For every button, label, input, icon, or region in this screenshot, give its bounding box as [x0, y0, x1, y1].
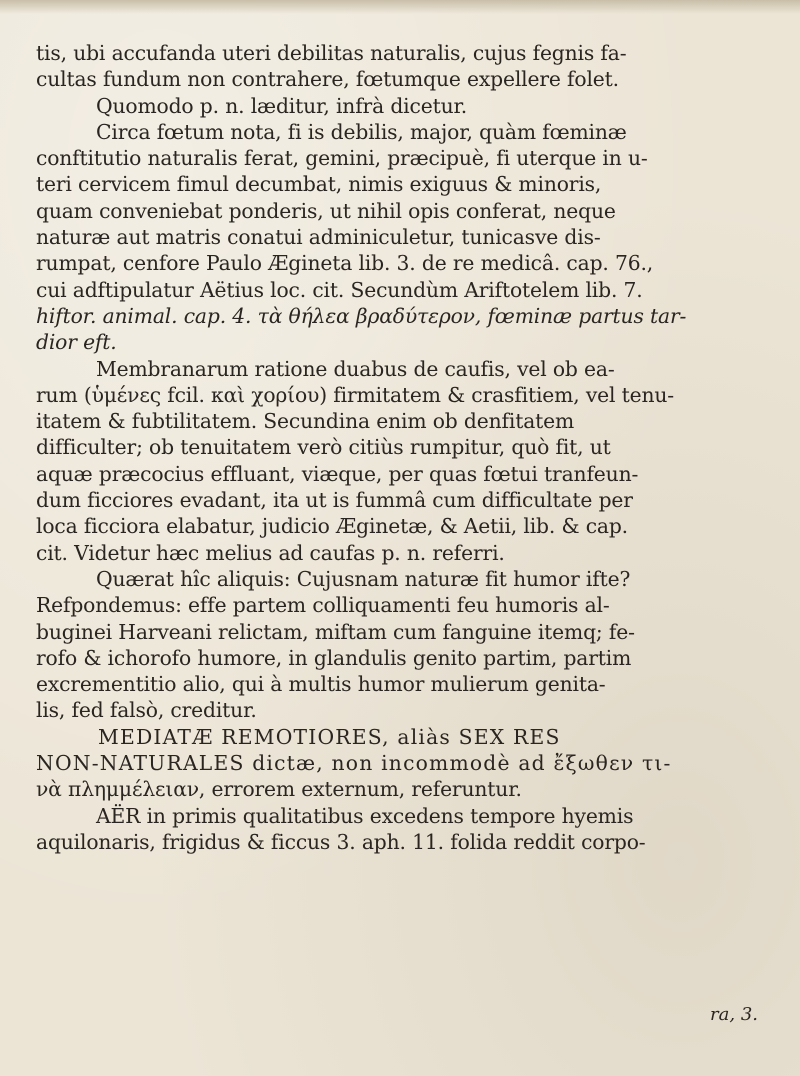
text-line: Quomodo p. n. læditur, infrà dicetur. — [96, 93, 468, 118]
text-line: tis, ubi accufanda uteri debilitas naturalis, cujus fegnis fa- — [36, 41, 627, 65]
text-line: cit. Videtur hæc melius ad caufas p. n. referri. — [36, 540, 505, 565]
text-line: hiftor. animal. cap. 4. τὰ θήλεα βραδύτερον, fœminæ partus tar- — [36, 303, 687, 328]
text-line: rumpat, cenfore Paulo Ægineta lib. 3. de re medicâ. cap. 76., — [36, 251, 654, 276]
text-line: lis, fed falsò, creditur. — [36, 698, 257, 723]
text-line: quam conveniebat ponderis, ut nihil opis conferat, neque — [36, 198, 616, 223]
text-line: νὰ πλημμέλειαν, errorem externum, referuntur. — [36, 777, 522, 802]
text-line: Quærat hîc aliquis: Cujusnam naturæ fit humor ifte? — [96, 566, 631, 591]
text-line: difficulter; ob tenuitatem verò citiùs rumpitur, quò fit, ut — [36, 435, 611, 460]
text-line: Membranarum ratione duabus de caufis, vel ob ea- — [96, 356, 615, 381]
text-line: excrementitio alio, qui à multis humor mulierum genita- — [36, 672, 606, 697]
text-line: AËR in primis qualitatibus excedens tempore hyemis — [96, 803, 634, 828]
text-line: itatem & fubtilitatem. Secundina enim ob denfitatem — [36, 409, 575, 434]
body-text — [36, 40, 776, 855]
text-line: rum (ὑμένες fcil. καὶ χορίου) firmitatem & crasfitiem, vel tenu- — [36, 382, 674, 407]
text-line: buginei Harveani relictam, miftam cum fanguine itemq; fe- — [36, 619, 635, 644]
text-line: rofo & ichorofo humore, in glandulis genito partim, partim — [36, 645, 632, 670]
page-top-edge — [0, 0, 800, 14]
text-line: cui adftipulatur Aëtius loc. cit. Secundùm Ariftotelem lib. 7. — [36, 277, 643, 302]
text-line: aquæ præcocius effluant, viæque, per quas fœtui tranfeun- — [36, 461, 639, 486]
text-line: naturæ aut matris conatui adminiculetur, tunicasve dis- — [36, 225, 601, 250]
text-line: Circa fœtum nota, fi is debilis, major, quàm fœminæ — [96, 119, 627, 144]
text-line: aquilonaris, frigidus & ficcus 3. aph. 11. folida reddit corpo- — [36, 829, 646, 854]
text-line: conftitutio naturalis ferat, gemini, præcipuè, fi uterque in u- — [36, 146, 648, 171]
text-line: cultas fundum non contrahere, fœtumque expellere folet. — [36, 67, 619, 92]
text-line: teri cervicem fimul decumbat, nimis exiguus & minoris, — [36, 172, 602, 197]
text-line: dior eft. — [36, 330, 117, 355]
catchword: ra, 3. — [710, 1004, 758, 1025]
text-line: dum ficciores evadant, ita ut is fummâ cum difficultate per — [36, 488, 633, 513]
section-heading-line: NON-NATURALES dictæ, non incommodè ad ἔξωθεν τι- — [36, 751, 672, 776]
text-line: loca ficciora elabatur, judicio Æginetæ, & Aetii, lib. & cap. — [36, 514, 628, 539]
text-line: Refpondemus: effe partem colliquamenti feu humoris al- — [36, 593, 610, 618]
section-heading-line: MEDIATÆ REMOTIORES, aliàs SEX RES — [98, 724, 561, 749]
